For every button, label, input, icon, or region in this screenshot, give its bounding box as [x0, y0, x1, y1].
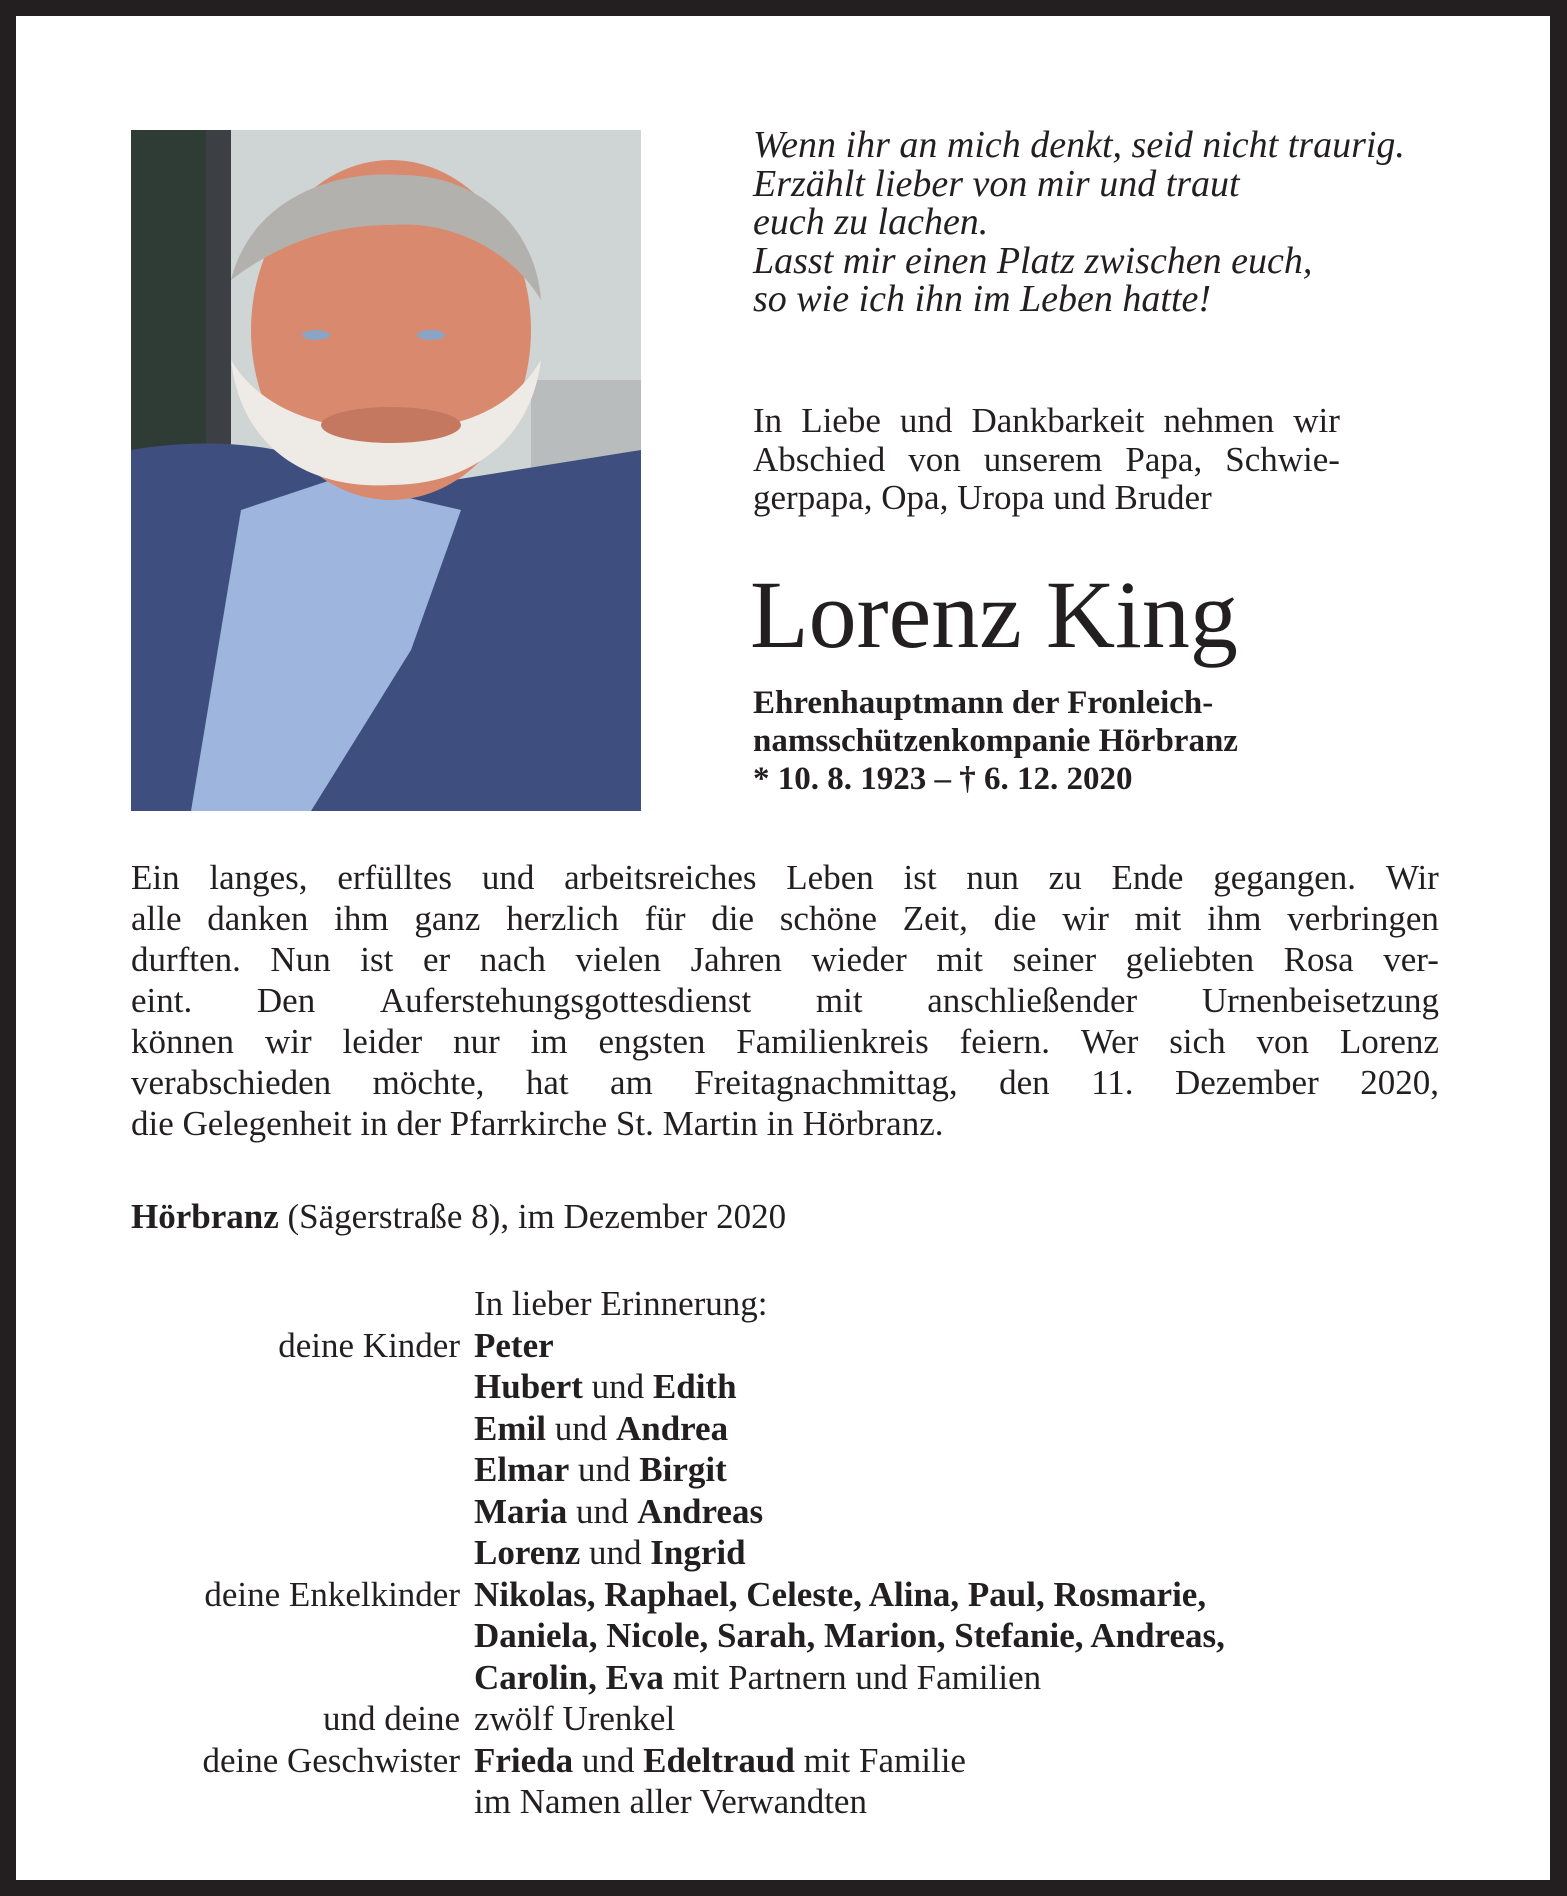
signature-heading: In lieber Erinnerung:: [474, 1284, 768, 1323]
word: und: [481, 858, 535, 897]
mourner-name: Nikolas, Raphael, Celeste, Alina, Paul, Rosmarie,: [474, 1574, 1207, 1614]
word: nach: [479, 940, 546, 979]
mourner-name: Edeltraud: [643, 1740, 795, 1780]
intro-line: gerpapa, Opa, Uropa und Bruder: [753, 478, 1212, 517]
mourner-name: Andreas: [637, 1491, 764, 1531]
mourner-label: [131, 1532, 474, 1574]
mourner-label: [131, 1449, 474, 1491]
word: nun: [966, 858, 1019, 897]
connector-text: zwölf Urenkel: [474, 1699, 676, 1738]
word: ihm: [1207, 899, 1262, 938]
mourner-names: [474, 1740, 966, 1782]
mourner-row: [131, 1532, 1225, 1574]
word: Abschied: [753, 439, 886, 479]
deceased-name: Lorenz King: [750, 561, 1238, 668]
mourner-label: deine Kinder: [278, 1325, 460, 1365]
life-dates: * 10. 8. 1923 – † 6. 12. 2020: [753, 761, 1133, 797]
word: Jahren: [690, 940, 782, 979]
connector-text: und: [582, 1367, 653, 1406]
farewell-intro: [753, 402, 1340, 518]
word: In: [753, 401, 783, 440]
mourner-row: [131, 1740, 1225, 1782]
word: Schwie-: [1225, 439, 1340, 479]
body-line: [131, 857, 1439, 898]
memorial-quote: [753, 126, 1533, 319]
quote-line: euch zu lachen.: [753, 201, 989, 243]
portrait-photo: [131, 130, 641, 811]
mourner-name: Birgit: [639, 1450, 727, 1489]
word: vielen: [575, 940, 661, 979]
body-line: die Gelegenheit in der Pfarrkirche St. Martin in Hörbranz.: [131, 1104, 944, 1143]
word: Freitagnachmittag,: [694, 1063, 958, 1102]
place-date-line: [131, 1196, 786, 1237]
word: von: [1256, 1022, 1309, 1061]
word: wir: [264, 1022, 312, 1061]
mourner-label: [131, 1491, 474, 1533]
mourner-label: [131, 1615, 474, 1657]
town-name: Hörbranz: [131, 1197, 279, 1236]
mourner-row: [131, 1615, 1225, 1657]
word: für: [644, 899, 686, 938]
signature-heading-row: [131, 1283, 1225, 1325]
word: wir: [1293, 401, 1340, 440]
body-line: [131, 980, 1439, 1021]
portrait-image: [131, 130, 641, 811]
word: die: [711, 899, 755, 938]
word: Dankbarkeit: [971, 401, 1145, 440]
word: engsten: [598, 1022, 706, 1061]
body-line: [131, 898, 1439, 939]
word: er: [422, 940, 451, 979]
word: zu: [1048, 858, 1082, 897]
quote-line: Erzählt lieber von mir und traut: [753, 162, 1240, 205]
word: langes,: [209, 858, 308, 897]
connector-text: mit Familie: [794, 1740, 966, 1780]
word: Ende: [1111, 858, 1184, 897]
word: Papa,: [1125, 439, 1203, 479]
mourner-label: [131, 1657, 474, 1699]
mourner-names: [474, 1325, 554, 1367]
word: und: [899, 401, 953, 440]
mourner-row: [131, 1325, 1225, 1367]
mourner-name: Frieda: [474, 1740, 574, 1780]
mourner-label: [131, 1366, 474, 1408]
mourner-name: Carolin, Eva: [474, 1657, 664, 1697]
word: 11.: [1091, 1063, 1134, 1102]
word: seiner: [1012, 940, 1097, 979]
word: verbringen: [1287, 899, 1439, 938]
mourner-label: [131, 1408, 474, 1450]
word: Nun: [270, 940, 331, 979]
word: Ein: [131, 858, 180, 897]
word: durften.: [131, 940, 241, 979]
mourner-name: Elmar: [474, 1450, 570, 1489]
mourner-rows: [131, 1325, 1225, 1823]
mourner-names: [474, 1532, 746, 1574]
mourner-row: [131, 1781, 1225, 1823]
mourner-row: [131, 1449, 1225, 1491]
word: ist: [360, 940, 394, 979]
mourner-name: Hubert: [474, 1367, 583, 1406]
address-date: (Sägerstraße 8), im Dezember 2020: [278, 1197, 787, 1236]
word: Rosa: [1283, 940, 1354, 979]
mourner-row: [131, 1491, 1225, 1533]
body-line: [131, 1021, 1439, 1062]
word: 2020,: [1360, 1063, 1439, 1102]
title-line: namsschützenkompanie Hörbranz: [753, 723, 1238, 759]
mourner-names: [474, 1449, 727, 1491]
title-line: Ehrenhauptmann der Fronleich-: [753, 685, 1214, 721]
connector-text: und: [580, 1533, 651, 1572]
word: ihm: [334, 899, 389, 938]
word: Wer: [1080, 1022, 1139, 1061]
mourner-label: und deine: [322, 1699, 460, 1738]
word: leider: [342, 1022, 423, 1061]
word: Den: [256, 981, 316, 1020]
obituary-body: [131, 857, 1439, 1144]
word: unserem: [983, 439, 1103, 479]
mourner-row: [131, 1408, 1225, 1450]
mourner-name: Daniela, Nicole, Sarah, Marion, Stefanie, Andreas,: [474, 1616, 1225, 1655]
word: Leben: [786, 858, 874, 897]
word: können: [131, 1022, 235, 1061]
quote-line: Wenn ihr an mich denkt, seid nicht traurig.: [753, 124, 1405, 166]
word: verabschieden: [131, 1063, 332, 1102]
word: Dezember: [1174, 1063, 1319, 1102]
word: Zeit,: [902, 899, 968, 938]
word: sich: [1169, 1022, 1226, 1061]
quote-line: so wie ich ihn im Leben hatte!: [753, 278, 1212, 320]
connector-text: mit Partnern und Familien: [663, 1657, 1042, 1697]
word: danken: [207, 899, 309, 938]
mourner-label: deine Geschwister: [202, 1740, 460, 1780]
intro-line: [753, 441, 1340, 480]
mourner-row: [131, 1698, 1225, 1740]
intro-line: [753, 402, 1340, 441]
word: den: [999, 1063, 1050, 1102]
word: nur: [453, 1022, 500, 1061]
word: Urnenbeisetzung: [1201, 981, 1439, 1020]
word: möchte,: [372, 1063, 485, 1102]
word: anschließender: [927, 981, 1138, 1020]
connector-text: im Namen aller Verwandten: [474, 1782, 867, 1821]
mourner-names: [474, 1491, 763, 1533]
word: ist: [903, 858, 937, 897]
connector-text: und: [545, 1408, 616, 1448]
mourner-name: Edith: [652, 1367, 737, 1406]
connector-text: und: [573, 1740, 644, 1780]
body-line: [131, 1062, 1439, 1103]
word: feiern.: [959, 1022, 1050, 1061]
word: schöne: [779, 899, 877, 938]
word: Liebe: [801, 401, 881, 440]
word: Familienkreis: [736, 1022, 929, 1061]
mourner-names: [474, 1408, 728, 1450]
word: herzlich: [506, 899, 619, 938]
word: nehmen: [1163, 401, 1275, 440]
mourner-row: [131, 1657, 1225, 1699]
mourner-label: [131, 1283, 474, 1325]
mourner-row: [131, 1574, 1225, 1616]
word: ganz: [414, 899, 481, 938]
mourner-name: Peter: [474, 1325, 554, 1365]
deceased-title: [753, 684, 1238, 798]
mourner-name: Emil: [474, 1408, 546, 1448]
word: ver-: [1383, 940, 1439, 979]
word: erfülltes: [337, 858, 453, 897]
word: hat: [525, 1063, 569, 1102]
mourner-label: deine Enkelkinder: [204, 1574, 460, 1614]
mourner-names: [474, 1366, 737, 1408]
word: am: [610, 1063, 653, 1102]
mourner-names: [474, 1781, 867, 1823]
connector-text: und: [567, 1491, 638, 1531]
mourner-name: Ingrid: [650, 1533, 746, 1572]
mourner-names: [474, 1615, 1225, 1657]
word: mit: [815, 981, 863, 1020]
word: Auferstehungsgottesdienst: [379, 981, 752, 1020]
quote-line: Lasst mir einen Platz zwischen euch,: [753, 239, 1313, 282]
mourner-names: [474, 1657, 1041, 1699]
mourner-name: Maria: [474, 1491, 568, 1531]
connector-text: und: [569, 1450, 640, 1489]
word: Wir: [1385, 858, 1439, 897]
mourner-row: [131, 1366, 1225, 1408]
word: gegangen.: [1213, 858, 1357, 897]
word: mit: [1134, 899, 1182, 938]
word: mit: [936, 940, 984, 979]
body-line: [131, 939, 1439, 980]
mourner-label: [131, 1781, 474, 1823]
mourners-list: [131, 1283, 1225, 1823]
word: wieder: [811, 940, 907, 979]
word: arbeitsreiches: [564, 858, 757, 897]
mourner-name: Andrea: [615, 1408, 729, 1448]
word: geliebten: [1125, 940, 1255, 979]
mourner-names: [474, 1698, 675, 1740]
word: von: [908, 439, 961, 479]
word: alle: [131, 899, 182, 938]
word: wir: [1062, 899, 1109, 938]
word: im: [530, 1022, 568, 1061]
word: die: [993, 899, 1037, 938]
mourner-names: [474, 1574, 1206, 1616]
word: eint.: [131, 981, 193, 1020]
word: Lorenz: [1339, 1022, 1439, 1061]
mourner-name: Lorenz: [474, 1533, 581, 1572]
